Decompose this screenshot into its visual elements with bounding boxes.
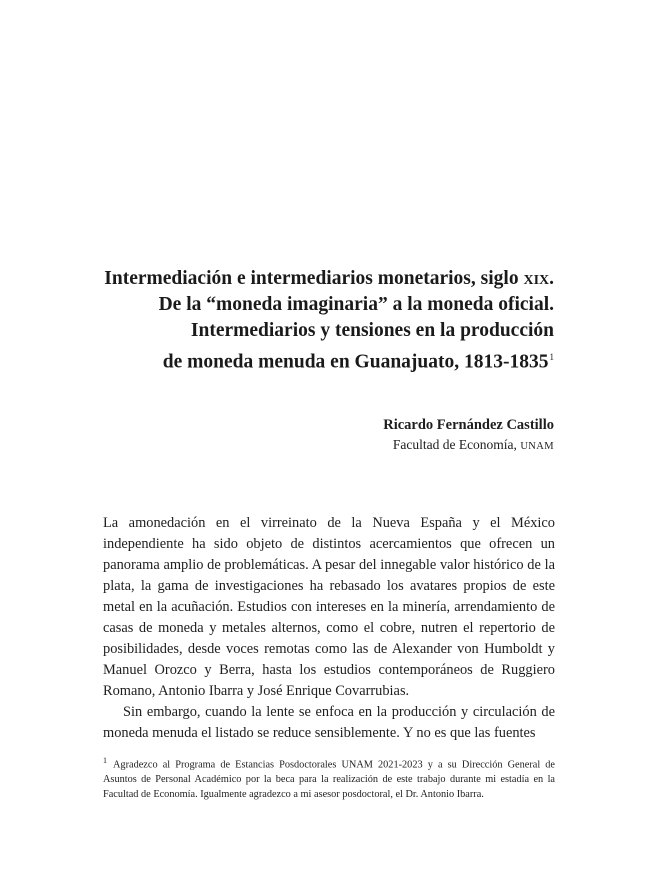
title-century: xix. — [523, 268, 554, 289]
affiliation-institution: UNAM — [520, 441, 554, 452]
author-affiliation: Facultad de Economía, UNAM — [392, 437, 554, 452]
title-line-3: Intermediarios y tensiones en la producción — [190, 320, 554, 341]
body-text — [103, 513, 555, 744]
title-footnote-marker: 1 — [549, 352, 554, 362]
author-name: Ricardo Fernández Castillo — [383, 417, 554, 433]
body-paragraph-2: Sin embargo, cuando la lente se enfoca en la producción y circulación de moneda menuda el listado se reduce sensiblemente. Y no es que las fuentes — [103, 704, 555, 741]
title-line-4: de moneda menuda en Guanajuato, 1813-1835$^1$ — [162, 351, 554, 373]
article-title — [104, 266, 554, 376]
footnote — [103, 753, 555, 802]
body-paragraph-1: La amonedación en el virreinato de la Nueva España y el México independiente ha sido objeto de distintos acercamientos que ofrecen un panorama amplio de problemáticas. A pesar del innegable valor histórico de la plata, la gama de investigaciones ha rebasado los avatares propios de este metal en la acuñación. Estudios con intereses en la minería, arrendamiento de casas de moneda y metales alternos, como el cobre, nutren el repertorio de posibilidades, desde voces remotas como las de Alexander von Humboldt y Manuel Orozco y Berra, hasta los estudios contemporáneos de Ruggiero Romano, Antonio Ibarra y José Enrique Covarrubias. — [103, 515, 555, 699]
title-line-2: De la “moneda imaginaria” a la moneda oficial. — [158, 294, 554, 315]
author-block — [383, 415, 554, 457]
footnote-number: 1 — [103, 756, 107, 765]
footnote-text: Agradezco al Programa de Estancias Posdoctorales UNAM 2021-2023 y a su Dirección General de Asuntos de Personal Académico por la beca para la realización de este trabajo durante mi estadía en la Facultad de Economía. Igualmente agradezco a mi asesor posdoctoral, el Dr. Antonio Ibarra. — [103, 759, 555, 801]
title-line-1: Intermediación e intermediarios monetarios, siglo xix. — [104, 268, 554, 289]
